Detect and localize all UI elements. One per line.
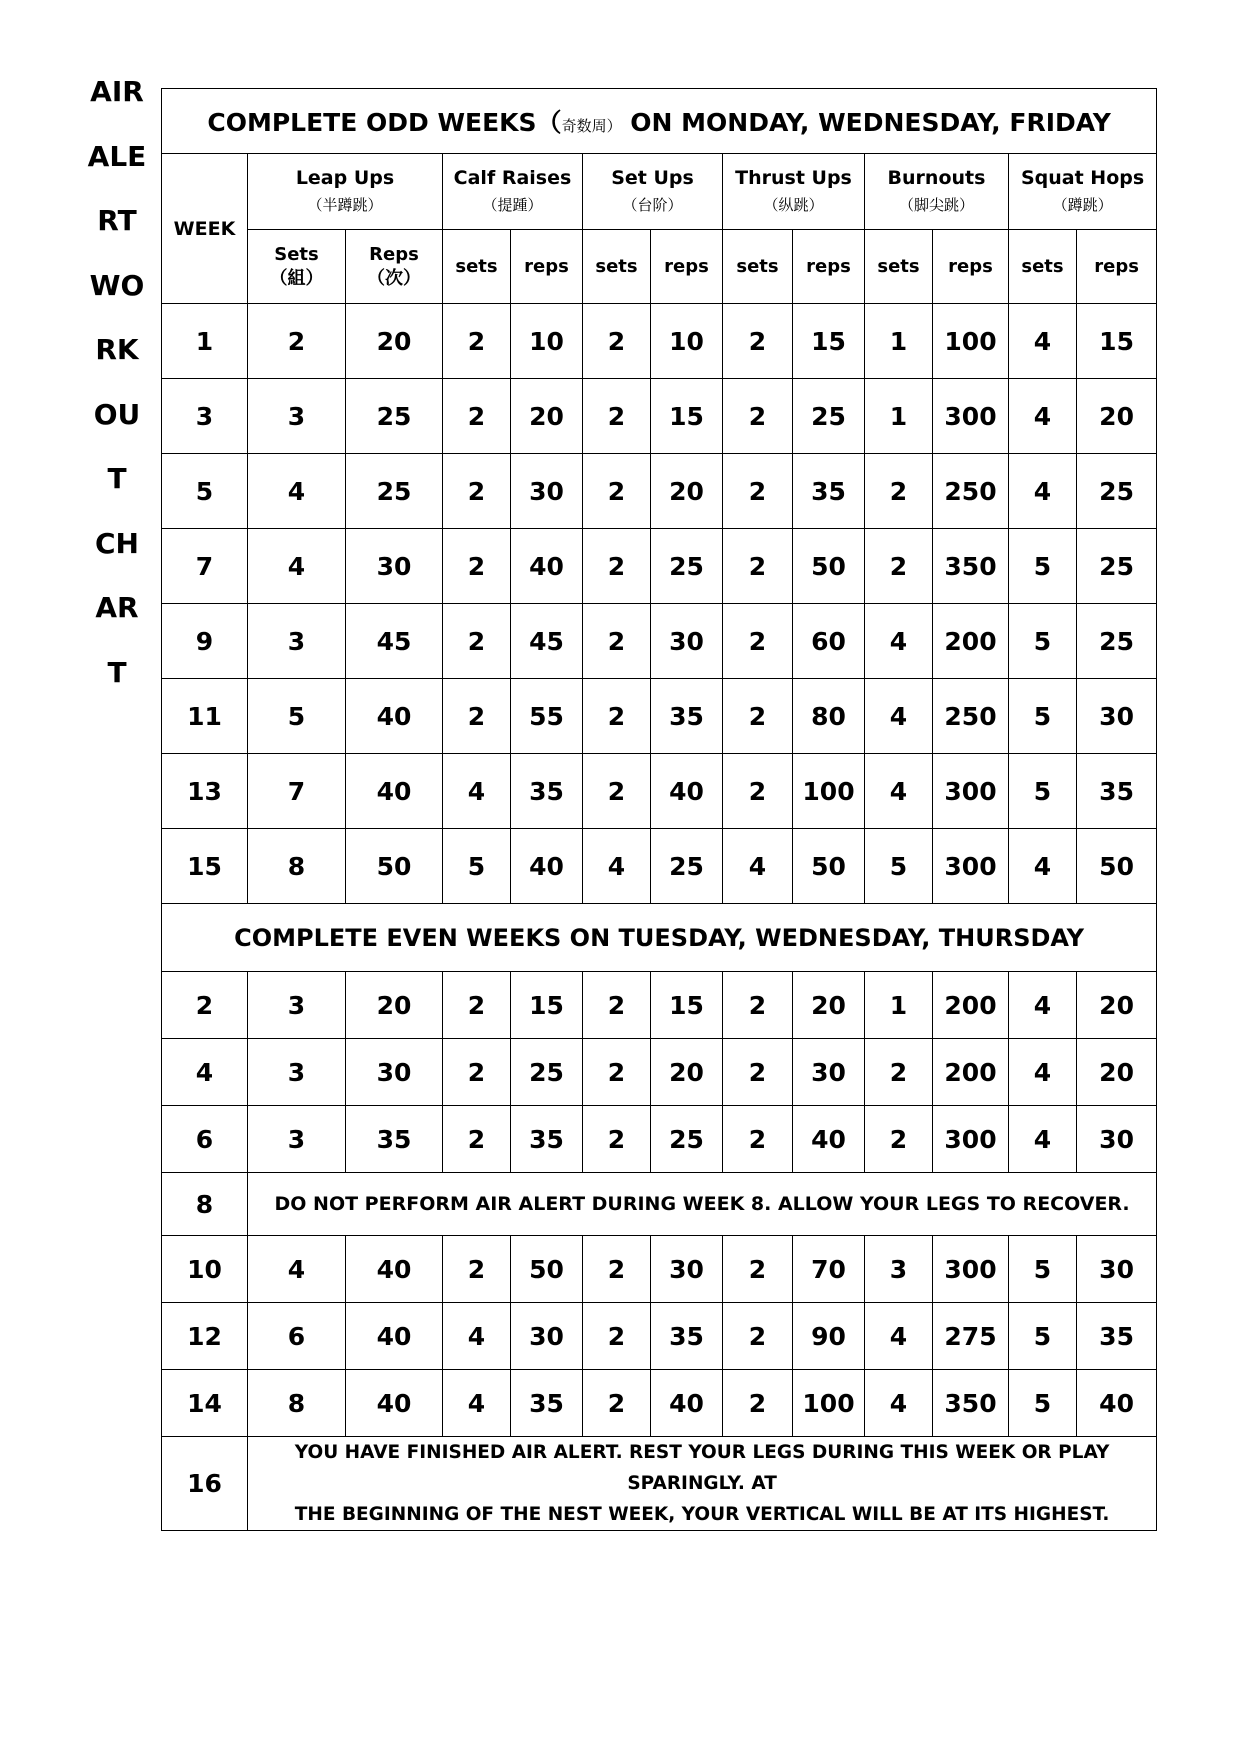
- side-title-part: AIR: [90, 75, 144, 108]
- value-cell: 30: [346, 529, 443, 604]
- side-title-part: OU: [93, 397, 141, 431]
- value-cell: 2: [723, 1106, 793, 1173]
- value-cell: 2: [583, 679, 651, 754]
- value-cell: 200: [933, 604, 1009, 679]
- value-cell: 90: [793, 1303, 865, 1370]
- value-cell: 275: [933, 1303, 1009, 1370]
- sets-reps-header-row: [162, 230, 1157, 304]
- week16-note-line: YOU HAVE FINISHED AIR ALERT. REST YOUR LEGS DURING THIS WEEK OR PLAY SPARINGLY. AT: [294, 1442, 1110, 1494]
- value-cell: 40: [793, 1106, 865, 1173]
- exercise-cn: （提踵）: [482, 196, 543, 214]
- workout-table: [161, 88, 1157, 1531]
- value-cell: 2: [723, 1039, 793, 1106]
- exercise-header: [1009, 154, 1157, 230]
- value-cell: 20: [651, 454, 723, 529]
- value-cell: 4: [443, 754, 511, 829]
- exercise-header: [583, 154, 723, 230]
- exercise-name: Squat Hops: [1020, 167, 1145, 189]
- banner-cjk: 奇数周）: [561, 117, 622, 135]
- week8-row: [162, 1173, 1157, 1236]
- value-cell: 2: [723, 972, 793, 1039]
- value-cell: 10: [651, 304, 723, 379]
- exercise-name: Calf Raises: [453, 167, 572, 189]
- even-weeks-banner: COMPLETE EVEN WEEKS ON TUESDAY, WEDNESDAY, THURSDAY: [162, 904, 1157, 972]
- week-cell: 10: [162, 1236, 248, 1303]
- sub-header-cn: （次）: [367, 267, 421, 289]
- value-cell: 300: [933, 829, 1009, 904]
- value-cell: 100: [793, 1370, 865, 1437]
- value-cell: 3: [248, 972, 346, 1039]
- value-cell: 2: [723, 1236, 793, 1303]
- value-cell: 40: [651, 1370, 723, 1437]
- value-cell: 4: [583, 829, 651, 904]
- table-row: [162, 454, 1157, 529]
- sub-header-label: Reps: [369, 243, 419, 265]
- value-cell: 5: [443, 829, 511, 904]
- odd-weeks-banner: [162, 89, 1157, 154]
- week-cell: 14: [162, 1370, 248, 1437]
- value-cell: 200: [933, 972, 1009, 1039]
- value-cell: 15: [511, 972, 583, 1039]
- value-cell: 4: [865, 754, 933, 829]
- value-cell: 35: [1077, 754, 1157, 829]
- value-cell: 4: [1009, 304, 1077, 379]
- value-cell: 35: [1077, 1303, 1157, 1370]
- value-cell: 4: [1009, 829, 1077, 904]
- sub-header: reps: [1077, 230, 1157, 304]
- value-cell: 3: [865, 1236, 933, 1303]
- table-row: [162, 754, 1157, 829]
- value-cell: 2: [583, 1106, 651, 1173]
- value-cell: 4: [1009, 454, 1077, 529]
- value-cell: 15: [651, 972, 723, 1039]
- value-cell: 20: [651, 1039, 723, 1106]
- value-cell: 25: [1077, 454, 1157, 529]
- value-cell: 2: [583, 604, 651, 679]
- value-cell: 2: [723, 454, 793, 529]
- week-cell: 4: [162, 1039, 248, 1106]
- sub-header: reps: [511, 230, 583, 304]
- value-cell: 2: [723, 1303, 793, 1370]
- week-cell: 13: [162, 754, 248, 829]
- value-cell: 10: [511, 304, 583, 379]
- value-cell: 2: [443, 454, 511, 529]
- value-cell: 35: [511, 754, 583, 829]
- side-title-part: T: [107, 462, 127, 495]
- value-cell: 100: [793, 754, 865, 829]
- exercise-cn: （半蹲跳）: [307, 196, 383, 214]
- value-cell: 15: [1077, 304, 1157, 379]
- value-cell: 40: [511, 829, 583, 904]
- week16-note-line: THE BEGINNING OF THE NEST WEEK, YOUR VERTICAL WILL BE AT ITS HIGHEST.: [294, 1504, 1110, 1525]
- value-cell: 25: [1077, 529, 1157, 604]
- value-cell: 2: [583, 972, 651, 1039]
- value-cell: 350: [933, 529, 1009, 604]
- value-cell: 2: [583, 529, 651, 604]
- value-cell: 30: [1077, 1236, 1157, 1303]
- value-cell: 20: [1077, 379, 1157, 454]
- value-cell: 20: [793, 972, 865, 1039]
- table-row: [162, 1303, 1157, 1370]
- value-cell: 300: [933, 1236, 1009, 1303]
- value-cell: 30: [346, 1039, 443, 1106]
- week-cell: 3: [162, 379, 248, 454]
- value-cell: 25: [651, 829, 723, 904]
- value-cell: 20: [346, 972, 443, 1039]
- value-cell: 70: [793, 1236, 865, 1303]
- value-cell: 2: [583, 454, 651, 529]
- value-cell: 3: [248, 604, 346, 679]
- value-cell: 2: [723, 1370, 793, 1437]
- table-row: [162, 604, 1157, 679]
- value-cell: 50: [793, 829, 865, 904]
- value-cell: 5: [248, 679, 346, 754]
- value-cell: 45: [511, 604, 583, 679]
- week-header: WEEK: [162, 154, 248, 304]
- value-cell: 30: [651, 1236, 723, 1303]
- sub-header: sets: [723, 230, 793, 304]
- sub-header: sets: [1009, 230, 1077, 304]
- table-row: [162, 1106, 1157, 1173]
- value-cell: 25: [346, 454, 443, 529]
- exercise-header: [443, 154, 583, 230]
- value-cell: 2: [583, 1370, 651, 1437]
- exercise-name: Burnouts: [887, 167, 986, 189]
- sub-header: sets: [443, 230, 511, 304]
- side-title-part: CH: [95, 526, 139, 560]
- table-row: [162, 972, 1157, 1039]
- week-cell: 7: [162, 529, 248, 604]
- exercise-name: Set Ups: [611, 167, 694, 189]
- value-cell: 4: [1009, 379, 1077, 454]
- banner-text: COMPLETE ODD WEEKS（: [207, 108, 562, 137]
- value-cell: 2: [248, 304, 346, 379]
- value-cell: 60: [793, 604, 865, 679]
- value-cell: 35: [511, 1370, 583, 1437]
- value-cell: 20: [1077, 972, 1157, 1039]
- value-cell: 2: [583, 1303, 651, 1370]
- value-cell: 35: [511, 1106, 583, 1173]
- value-cell: 4: [443, 1370, 511, 1437]
- value-cell: 2: [723, 679, 793, 754]
- value-cell: 1: [865, 379, 933, 454]
- exercise-name: Thrust Ups: [735, 167, 852, 189]
- value-cell: 5: [865, 829, 933, 904]
- exercise-header: [723, 154, 865, 230]
- value-cell: 40: [346, 1236, 443, 1303]
- side-title-part: ALE: [87, 139, 147, 173]
- value-cell: 4: [865, 1370, 933, 1437]
- value-cell: 2: [443, 529, 511, 604]
- value-cell: 2: [443, 1236, 511, 1303]
- value-cell: 300: [933, 1106, 1009, 1173]
- value-cell: 2: [443, 972, 511, 1039]
- value-cell: 80: [793, 679, 865, 754]
- week-cell: 9: [162, 604, 248, 679]
- table-row: [162, 304, 1157, 379]
- value-cell: 50: [793, 529, 865, 604]
- sub-header-cn: （組）: [269, 267, 324, 289]
- value-cell: 3: [248, 1039, 346, 1106]
- sub-header: sets: [583, 230, 651, 304]
- week16-row: [162, 1437, 1157, 1531]
- week-cell: 2: [162, 972, 248, 1039]
- value-cell: 30: [511, 454, 583, 529]
- value-cell: 2: [865, 454, 933, 529]
- value-cell: 250: [933, 679, 1009, 754]
- value-cell: 3: [248, 1106, 346, 1173]
- table-row: [162, 379, 1157, 454]
- value-cell: 350: [933, 1370, 1009, 1437]
- exercise-cn: （脚尖跳）: [898, 196, 974, 214]
- side-title-part: AR: [95, 591, 139, 624]
- value-cell: 25: [511, 1039, 583, 1106]
- value-cell: 8: [248, 829, 346, 904]
- value-cell: 5: [1009, 1236, 1077, 1303]
- week16-note: [248, 1437, 1157, 1531]
- week-cell: 5: [162, 454, 248, 529]
- value-cell: 2: [583, 379, 651, 454]
- value-cell: 35: [346, 1106, 443, 1173]
- value-cell: 2: [443, 679, 511, 754]
- value-cell: 100: [933, 304, 1009, 379]
- value-cell: 1: [865, 972, 933, 1039]
- value-cell: 50: [511, 1236, 583, 1303]
- value-cell: 300: [933, 754, 1009, 829]
- value-cell: 20: [1077, 1039, 1157, 1106]
- value-cell: 25: [793, 379, 865, 454]
- value-cell: 4: [723, 829, 793, 904]
- value-cell: 40: [1077, 1370, 1157, 1437]
- value-cell: 45: [346, 604, 443, 679]
- value-cell: 55: [511, 679, 583, 754]
- value-cell: 4: [865, 1303, 933, 1370]
- value-cell: 4: [443, 1303, 511, 1370]
- value-cell: 30: [511, 1303, 583, 1370]
- odd-weeks-banner-row: [162, 89, 1157, 154]
- value-cell: 2: [443, 304, 511, 379]
- value-cell: 250: [933, 454, 1009, 529]
- value-cell: 5: [1009, 679, 1077, 754]
- value-cell: 4: [1009, 1106, 1077, 1173]
- value-cell: 8: [248, 1370, 346, 1437]
- value-cell: 2: [865, 529, 933, 604]
- table-row: [162, 679, 1157, 754]
- week-cell: 15: [162, 829, 248, 904]
- value-cell: 5: [1009, 1303, 1077, 1370]
- value-cell: 4: [1009, 972, 1077, 1039]
- value-cell: 30: [651, 604, 723, 679]
- table-row: [162, 1236, 1157, 1303]
- value-cell: 5: [1009, 754, 1077, 829]
- week-cell: 12: [162, 1303, 248, 1370]
- value-cell: 40: [346, 1370, 443, 1437]
- value-cell: 2: [443, 604, 511, 679]
- value-cell: 30: [793, 1039, 865, 1106]
- sub-header: reps: [651, 230, 723, 304]
- value-cell: 6: [248, 1303, 346, 1370]
- value-cell: 4: [248, 454, 346, 529]
- even-weeks-banner-row: [162, 904, 1157, 972]
- value-cell: 2: [583, 304, 651, 379]
- week-cell: 16: [162, 1437, 248, 1531]
- value-cell: 7: [248, 754, 346, 829]
- value-cell: 4: [865, 679, 933, 754]
- value-cell: 35: [651, 679, 723, 754]
- value-cell: 2: [443, 1106, 511, 1173]
- value-cell: 300: [933, 379, 1009, 454]
- value-cell: 2: [865, 1106, 933, 1173]
- exercise-cn: （蹲跳）: [1052, 196, 1113, 214]
- value-cell: 2: [583, 1039, 651, 1106]
- value-cell: 30: [1077, 1106, 1157, 1173]
- exercise-cn: （台阶）: [622, 196, 683, 214]
- value-cell: 35: [793, 454, 865, 529]
- sub-header-label: Sets: [274, 243, 319, 265]
- week-cell: 1: [162, 304, 248, 379]
- value-cell: 50: [346, 829, 443, 904]
- value-cell: 4: [248, 529, 346, 604]
- sub-header: [248, 230, 346, 304]
- value-cell: 15: [793, 304, 865, 379]
- value-cell: 2: [443, 379, 511, 454]
- sub-header: reps: [793, 230, 865, 304]
- sub-header: reps: [933, 230, 1009, 304]
- value-cell: 2: [723, 304, 793, 379]
- value-cell: 2: [723, 529, 793, 604]
- exercise-header: [865, 154, 1009, 230]
- table-row: [162, 529, 1157, 604]
- side-title-part: T: [107, 655, 127, 689]
- value-cell: 5: [1009, 604, 1077, 679]
- value-cell: 25: [1077, 604, 1157, 679]
- value-cell: 2: [583, 1236, 651, 1303]
- value-cell: 3: [248, 379, 346, 454]
- value-cell: 40: [346, 679, 443, 754]
- exercise-header: [248, 154, 443, 230]
- value-cell: 5: [1009, 529, 1077, 604]
- value-cell: 200: [933, 1039, 1009, 1106]
- sub-header: sets: [865, 230, 933, 304]
- side-title-part: WO: [89, 268, 145, 302]
- value-cell: 4: [248, 1236, 346, 1303]
- value-cell: 1: [865, 304, 933, 379]
- value-cell: 5: [1009, 1370, 1077, 1437]
- value-cell: 2: [723, 379, 793, 454]
- week-cell: 8: [162, 1173, 248, 1236]
- week8-note: DO NOT PERFORM AIR ALERT DURING WEEK 8. ALLOW YOUR LEGS TO RECOVER.: [248, 1173, 1157, 1236]
- value-cell: 15: [651, 379, 723, 454]
- value-cell: 40: [511, 529, 583, 604]
- value-cell: 40: [346, 1303, 443, 1370]
- value-cell: 20: [511, 379, 583, 454]
- week-cell: 11: [162, 679, 248, 754]
- banner-text: ON MONDAY, WEDNESDAY, FRIDAY: [621, 108, 1111, 137]
- table-row: [162, 829, 1157, 904]
- exercise-cn: （纵跳）: [763, 196, 824, 214]
- side-title-part: RT: [97, 204, 137, 237]
- value-cell: 2: [723, 754, 793, 829]
- value-cell: 40: [346, 754, 443, 829]
- value-cell: 25: [651, 1106, 723, 1173]
- value-cell: 25: [651, 529, 723, 604]
- value-cell: 2: [443, 1039, 511, 1106]
- sub-header: [346, 230, 443, 304]
- value-cell: 20: [346, 304, 443, 379]
- value-cell: 25: [346, 379, 443, 454]
- value-cell: 35: [651, 1303, 723, 1370]
- value-cell: 2: [583, 754, 651, 829]
- exercise-header-row: [162, 154, 1157, 230]
- value-cell: 4: [865, 604, 933, 679]
- side-title: [72, 60, 162, 705]
- week-cell: 6: [162, 1106, 248, 1173]
- value-cell: 50: [1077, 829, 1157, 904]
- exercise-name: Leap Ups: [295, 167, 395, 189]
- value-cell: 30: [1077, 679, 1157, 754]
- side-title-part: RK: [95, 333, 139, 366]
- value-cell: 2: [723, 604, 793, 679]
- value-cell: 2: [865, 1039, 933, 1106]
- value-cell: 40: [651, 754, 723, 829]
- table-row: [162, 1039, 1157, 1106]
- table-row: [162, 1370, 1157, 1437]
- value-cell: 4: [1009, 1039, 1077, 1106]
